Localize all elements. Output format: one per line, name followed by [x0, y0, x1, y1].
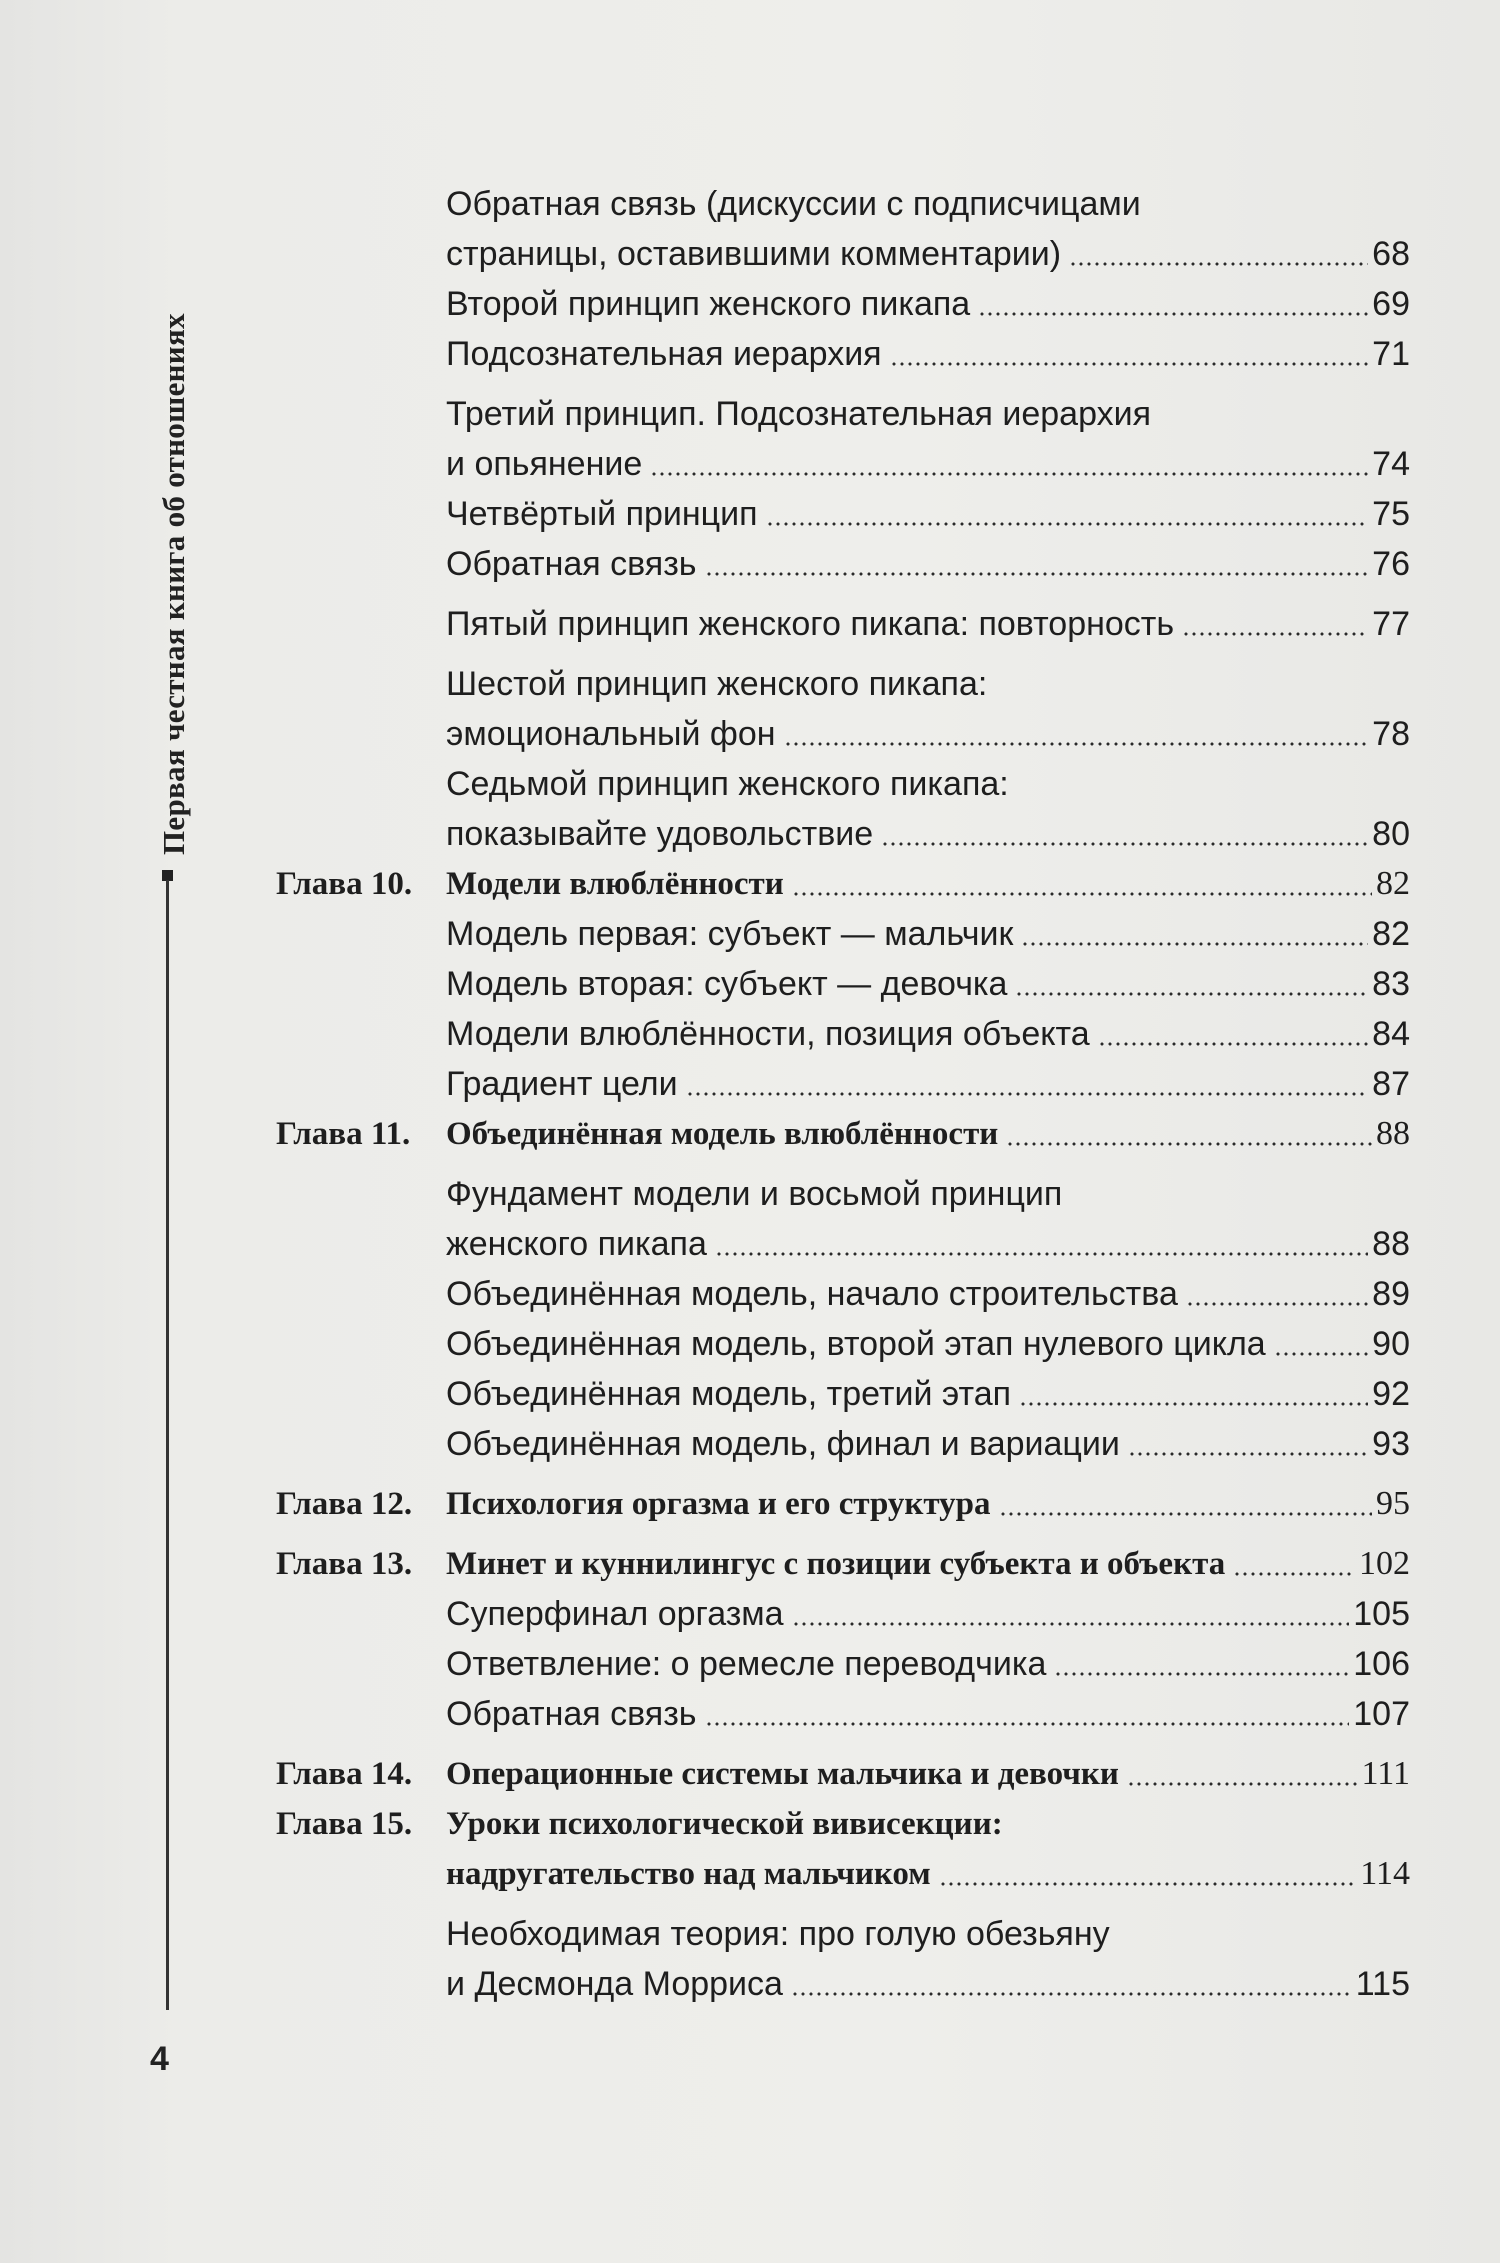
dot-leader — [1186, 1302, 1368, 1306]
dot-leader — [999, 1512, 1372, 1516]
entry-title: Фундамент модели и восьмой принцип — [446, 1175, 1063, 1213]
page-ref: 75 — [1372, 495, 1410, 533]
entry-title: эмоциональный фон — [446, 715, 776, 753]
toc-chapter-row — [260, 1752, 1410, 1804]
dot-leader — [715, 1252, 1368, 1256]
entry-title: Обратная связь (дискуссии с подписчицами — [446, 185, 1141, 223]
toc-entry-row — [260, 542, 1410, 594]
entry-title: Градиент цели — [446, 1065, 678, 1103]
dot-leader — [792, 1622, 1350, 1626]
dot-leader — [881, 842, 1368, 846]
page-ref: 111 — [1361, 1755, 1410, 1792]
dot-leader — [1098, 1042, 1369, 1046]
dot-leader — [1054, 1672, 1349, 1676]
entry-title: Третий принцип. Подсознательная иерархия — [446, 395, 1152, 433]
toc-entry-row — [260, 812, 1410, 864]
page-ref: 87 — [1372, 1065, 1410, 1103]
entry-title: Модели влюблённости, позиция объекта — [446, 1015, 1090, 1053]
entry-title: Подсознательная иерархия — [446, 335, 882, 373]
dot-leader — [1006, 1142, 1372, 1146]
page-ref: 89 — [1372, 1275, 1410, 1313]
toc-entry-row — [260, 962, 1410, 1014]
chapter-number: Глава 11. — [276, 1116, 411, 1152]
page-ref: 74 — [1372, 445, 1410, 483]
page-ref: 92 — [1372, 1375, 1410, 1413]
dot-leader — [766, 522, 1369, 526]
toc-entry-row — [260, 1592, 1410, 1644]
page-ref: 77 — [1372, 605, 1410, 643]
toc-entry-row — [260, 1962, 1410, 2014]
running-head-text: Первая честная книга об отношениях — [156, 313, 191, 855]
chapter-title: Модели влюблённости — [446, 866, 784, 902]
dot-leader — [705, 572, 1369, 576]
toc-entry-row — [260, 712, 1410, 764]
dot-leader — [791, 1992, 1352, 1996]
dot-leader — [890, 362, 1369, 366]
toc-entry-row — [260, 912, 1410, 964]
page-ref: 102 — [1359, 1545, 1410, 1582]
entry-title: Модель первая: субъект — мальчик — [446, 915, 1014, 953]
toc-entry-row — [260, 1172, 1410, 1224]
chapter-number: Глава 12. — [276, 1486, 413, 1522]
dot-leader — [705, 1722, 1350, 1726]
entry-title: женского пикапа — [446, 1225, 707, 1263]
page-ref: 105 — [1353, 1595, 1410, 1633]
page-ref: 83 — [1372, 965, 1410, 1003]
dot-leader — [1128, 1452, 1368, 1456]
chapter-number: Глава 15. — [276, 1806, 413, 1842]
entry-title: показывайте удовольствие — [446, 815, 874, 853]
dot-leader — [1182, 632, 1368, 636]
entry-title: Пятый принцип женского пикапа: повторность — [446, 605, 1175, 643]
entry-title: Объединённая модель, начало строительства — [446, 1275, 1178, 1313]
page-ref: 95 — [1376, 1485, 1410, 1522]
page-ref: 76 — [1372, 545, 1410, 583]
page-ref: 78 — [1372, 715, 1410, 753]
toc-entry-row — [260, 1642, 1410, 1694]
page-ref: 84 — [1372, 1015, 1410, 1053]
toc-entry-row — [260, 1322, 1410, 1374]
toc-entry-row — [260, 492, 1410, 544]
chapter-number: Глава 13. — [276, 1546, 413, 1582]
entry-title: Второй принцип женского пикапа — [446, 285, 971, 323]
entry-title: Обратная связь — [446, 1695, 697, 1733]
toc-chapter-row — [260, 1802, 1410, 1854]
vertical-rule — [166, 880, 169, 2010]
toc-entry-row — [260, 1222, 1410, 1274]
dot-leader — [1021, 942, 1368, 946]
toc-entry-row — [260, 1272, 1410, 1324]
toc-entry-row — [260, 1062, 1410, 1114]
chapter-title: Уроки психологической вивисекции: — [446, 1806, 1003, 1842]
page-ref: 93 — [1372, 1425, 1410, 1463]
entry-title: Объединённая модель, второй этап нулевого цикла — [446, 1325, 1266, 1363]
toc-entry-row — [260, 182, 1410, 234]
entry-title: Модель вторая: субъект — девочка — [446, 965, 1008, 1003]
toc-entry-row — [260, 282, 1410, 334]
page-ref: 88 — [1376, 1115, 1410, 1152]
dot-leader — [939, 1882, 1356, 1886]
toc-entry-row — [260, 662, 1410, 714]
dot-leader — [1274, 1352, 1368, 1356]
toc-entry-row — [260, 1012, 1410, 1064]
page-ref: 115 — [1355, 1965, 1410, 2003]
toc-chapter-row — [260, 1542, 1410, 1594]
toc-entry-row — [260, 1422, 1410, 1474]
toc-entry-row — [260, 1372, 1410, 1424]
chapter-number: Глава 10. — [276, 866, 413, 902]
toc-entry-row — [260, 1912, 1410, 1964]
dot-leader — [1069, 262, 1368, 266]
entry-title: Суперфинал оргазма — [446, 1595, 784, 1633]
dot-leader — [1019, 1402, 1368, 1406]
entry-title: Ответвление: о ремесле переводчика — [446, 1645, 1047, 1683]
toc-entry-row — [260, 332, 1410, 384]
toc-chapter-row — [260, 862, 1410, 914]
page-ref: 106 — [1353, 1645, 1410, 1683]
entry-title: Четвёртый принцип — [446, 495, 758, 533]
page-ref: 71 — [1372, 335, 1410, 373]
page-ref: 82 — [1372, 915, 1410, 953]
dot-leader — [1127, 1782, 1358, 1786]
chapter-title: Объединённая модель влюблённости — [446, 1116, 999, 1152]
entry-title: Обратная связь — [446, 545, 697, 583]
entry-title: и опьянение — [446, 445, 643, 483]
entry-title: Объединённая модель, финал и вариации — [446, 1425, 1120, 1463]
toc-entry-row — [260, 232, 1410, 284]
page-ref: 114 — [1360, 1855, 1410, 1892]
page-ref: 69 — [1372, 285, 1410, 323]
toc-chapter-row — [260, 1112, 1410, 1164]
dot-leader — [1015, 992, 1368, 996]
toc-entry-row — [260, 602, 1410, 654]
entry-title: и Десмонда Морриса — [446, 1965, 783, 2003]
entry-title: Седьмой принцип женского пикапа: — [446, 765, 1009, 803]
entry-title: Шестой принцип женского пикапа: — [446, 665, 988, 703]
toc-entry-row — [260, 1692, 1410, 1744]
page-number: 4 — [150, 2040, 169, 2078]
page-ref: 88 — [1372, 1225, 1410, 1263]
dot-leader — [650, 472, 1368, 476]
entry-title: Объединённая модель, третий этап — [446, 1375, 1012, 1413]
page-ref: 80 — [1372, 815, 1410, 853]
dot-leader — [978, 312, 1368, 316]
toc-chapter-row — [260, 1482, 1410, 1534]
toc-entry-row — [260, 392, 1410, 444]
running-head — [148, 195, 208, 855]
chapter-title: Операционные системы мальчика и девочки — [446, 1756, 1119, 1792]
toc-entry-row — [260, 442, 1410, 494]
chapter-title: Минет и куннилингус с позиции субъекта и объекта — [446, 1546, 1226, 1582]
page-ref: 82 — [1376, 865, 1410, 902]
page-ref: 90 — [1372, 1325, 1410, 1363]
dot-leader — [1233, 1572, 1355, 1576]
page-ref: 68 — [1372, 235, 1410, 273]
toc-entry-row — [260, 762, 1410, 814]
entry-title: Необходимая теория: про голую обезьяну — [446, 1915, 1110, 1953]
chapter-number: Глава 14. — [276, 1756, 413, 1792]
dot-leader — [686, 1092, 1369, 1096]
chapter-title: надругательство над мальчиком — [446, 1856, 931, 1892]
dot-leader — [792, 892, 1372, 896]
entry-title: страницы, оставившими комментарии) — [446, 235, 1062, 273]
dot-leader — [784, 742, 1369, 746]
chapter-title: Психология оргазма и его структура — [446, 1486, 991, 1522]
page-ref: 107 — [1353, 1695, 1410, 1733]
toc-entry-row — [260, 1852, 1410, 1904]
